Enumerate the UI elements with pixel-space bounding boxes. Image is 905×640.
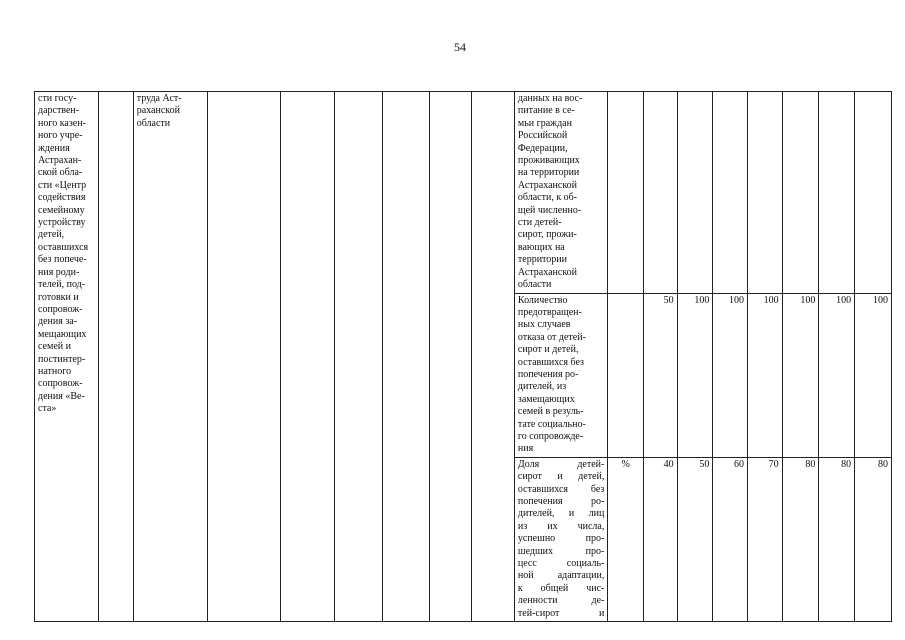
page-number: 54 xyxy=(454,40,466,54)
indicator-cell: Доля детей- сирот и детей, оставшихся без попечения ро- дителей, и лиц из их числа, успешно про- шедших про- цесс социаль- ной адаптации, к общей чис- ленности де- тей-сирот и xyxy=(514,457,607,621)
empty-cell xyxy=(99,92,134,622)
unit-cell: % xyxy=(608,457,644,621)
program-table xyxy=(34,91,892,622)
value-cell xyxy=(855,92,892,294)
value-cell: 100 xyxy=(677,293,713,457)
value-cell: 40 xyxy=(644,457,678,621)
empty-cell xyxy=(280,92,335,622)
executor-cell: труда Аст- раханской области xyxy=(133,92,208,622)
value-cell: 100 xyxy=(855,293,892,457)
value-cell: 100 xyxy=(713,293,748,457)
value-cell xyxy=(748,92,783,294)
empty-cell xyxy=(382,92,429,622)
value-cell xyxy=(713,92,748,294)
value-cell: 80 xyxy=(819,457,855,621)
empty-cell xyxy=(471,92,514,622)
table-row xyxy=(35,92,892,294)
value-cell: 60 xyxy=(713,457,748,621)
value-cell: 80 xyxy=(782,457,819,621)
unit-cell xyxy=(608,293,644,457)
indicator-cell: данных на вос- питание в се- мьи граждан Российской Федерации, проживающих на территории Астраханской области, к об- щей численно- сти детей- сирот, прожи- вающих на территории Астраханской области xyxy=(514,92,607,294)
value-cell: 100 xyxy=(748,293,783,457)
unit-cell xyxy=(608,92,644,294)
value-cell: 70 xyxy=(748,457,783,621)
value-cell: 80 xyxy=(855,457,892,621)
value-cell xyxy=(782,92,819,294)
empty-cell xyxy=(208,92,280,622)
empty-cell xyxy=(335,92,382,622)
value-cell: 50 xyxy=(644,293,678,457)
value-cell xyxy=(819,92,855,294)
value-cell xyxy=(644,92,678,294)
empty-cell xyxy=(429,92,471,622)
indicator-cell: Количество предотвращен- ных случаев отказа от детей- сирот и детей, оставшихся без попечения ро- дителей, из замещающих семей в резуль- тате социально- го сопровожде- ния xyxy=(514,293,607,457)
value-cell: 100 xyxy=(782,293,819,457)
value-cell: 100 xyxy=(819,293,855,457)
value-cell xyxy=(677,92,713,294)
institution-name-cell: сти госу- дарствен- ного казен- ного учре- ждения Астрахан- ской обла- сти «Центр содействия семейному устройству детей, оставшихся без попече- ния роди- телей, под- готовки и сопровож- дения за- мещающих семей и постинтер- натного сопровож- дения «Ве- ста» xyxy=(35,92,99,622)
value-cell: 50 xyxy=(677,457,713,621)
